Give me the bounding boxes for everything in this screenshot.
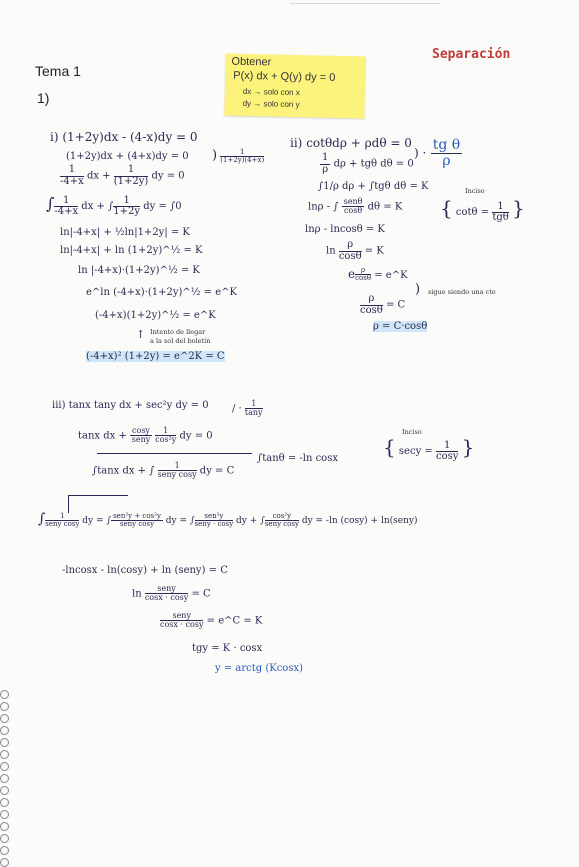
problem-i-step-5: ln|-4+x| + ½ln|1+2y| = K (60, 227, 190, 238)
problem-i-step-8: e^ln (-4+x)·(1+2y)^½ = e^K (86, 287, 237, 298)
problem-ii-step-6: ln $\frac{\rho}{\cos\theta}$ = K (326, 239, 384, 262)
inciso-ii-box: { cotθ = $\frac{1}{\text{tgθ}}$ } (440, 196, 525, 223)
problem-iii-step-6: ln $\frac{\text{seny}}{\cos x \cdot \cos y}$ = C (132, 584, 211, 603)
problem-ii-step-5: lnρ - lncosθ = K (305, 224, 385, 235)
problem-ii-step-2: $\frac{1}{\rho}$ dρ + tgθ dθ = 0 (322, 152, 414, 175)
sticky-note (224, 54, 365, 119)
problem-ii-note: sigue siendo una cte (428, 288, 496, 296)
problem-i-step-3: $\frac{1}{-4+x}$ dx + $\frac{1}{(1+2y)}$ dy = 0 (60, 164, 185, 187)
problem-ii-multiplier: ) · $\frac{\text{tg θ}}{\rho}$ (414, 137, 461, 169)
connector-horizontal (68, 495, 128, 496)
item-label: 1) (37, 90, 50, 106)
sticky-title: Obtener (231, 55, 272, 69)
problem-i-step-9: (-4+x)(1+2y)^½ = e^K (95, 310, 216, 321)
page-top-rule (290, 3, 440, 4)
problem-iii-step-4: ∫ $\frac{1}{\text{seny cosy}}$ dy = ∫ $\frac{\text{sen²y + cos²y}}{\text{seny cosy}}$ dy = ∫ $\frac{\text{sen²y}}{\text{seny · cosy}}$ dy + ∫ $\frac{\text{cos²y}}{\text{seny cosy}}$ dy = -ln (cosy) + ln(seny) (38, 511, 418, 528)
section-title: Separación (432, 47, 511, 62)
problem-i-step-6: ln|-4+x| + ln (1+2y)^½ = K (60, 245, 203, 256)
sticky-dy-rule: dy → solo con y (242, 98, 300, 110)
brace-close-icon: ) (415, 282, 421, 297)
problem-i-step-7: ln |-4+x)·(1+2y)^½ = K (78, 265, 200, 276)
inciso-iii-box: { secy = $\frac{1}{\cos y}$ } (383, 435, 475, 462)
problem-i-statement: i) (1+2y)dx - (4-x)dy = 0 (50, 130, 198, 144)
problem-i-result: (-4+x)² (1+2y) = e^2K = C (86, 351, 225, 362)
problem-ii-step-7: e $\frac{\rho}{\cos\theta}$ = e^K (348, 266, 408, 283)
sticky-equation: P(x) dx + Q(y) dy = 0 (233, 69, 336, 84)
tan-integral-note: ∫tanθ = -ln cosx (257, 453, 338, 464)
problem-iii-step-5: -lncosx - ln(cosy) + ln (seny) = C (62, 565, 228, 576)
problem-i-step-2: (1+2y)dx + (4+x)dy = 0 (66, 151, 189, 162)
problem-i-note-1: Intento de llegar (150, 328, 206, 336)
inciso-ii-label: Inciso (465, 187, 485, 195)
sticky-dx-rule: dx → solo con x (242, 86, 300, 98)
inciso-iii-label: Inciso (402, 428, 422, 436)
problem-iii-step-3: ∫tanx dx + ∫ $\frac{1}{\text{seny cosy}}$ dy = C (92, 461, 235, 480)
tema-title: Tema 1 (35, 63, 81, 79)
problem-iii-step-2: tanx dx + $\frac{\cos y}{\text{seny}}$ $\frac{1}{\text{cos²y}}$ dy = 0 (78, 426, 213, 445)
connector-line (97, 453, 252, 454)
problem-iii-statement: iii) tanx tany dx + sec²y dy = 0 (52, 400, 209, 411)
problem-ii-step-8: $\frac{\rho}{\cos\theta}$ = C (360, 293, 406, 316)
problem-iii-result: y = arctg (Kcosx) (215, 663, 303, 674)
problem-i-step-4: ∫ $\frac{1}{-4+x}$ dx + ∫ $\frac{1}{1+2y}$ dy = ∫0 (46, 194, 182, 217)
problem-iii-step-8: tgy = K · cosx (192, 643, 263, 654)
problem-i-multiplier: ) $\frac{1}{(1+2y)(4+x)}$ (212, 147, 265, 164)
problem-ii-result: ρ = C·cosθ (373, 321, 428, 332)
problem-ii-statement: ii) cotθdρ + ρdθ = 0 (290, 136, 412, 150)
problem-iii-multiplier: / · $\frac{1}{\tan y}$ (232, 399, 263, 418)
problem-iii-step-7: $\frac{\text{seny}}{\cos x \cdot \cos y}$ = e^C = K (160, 611, 263, 630)
problem-i-note-2: a la sol del boletín (150, 337, 211, 345)
spiral-binding (0, 690, 8, 848)
up-arrow-icon: ↑ (136, 328, 146, 341)
problem-ii-step-4: lnρ - ∫ $\frac{\text{senθ}}{\cos\theta}$ dθ = K (308, 197, 403, 216)
problem-ii-step-3: ∫1/ρ dρ + ∫tgθ dθ = K (318, 181, 429, 192)
